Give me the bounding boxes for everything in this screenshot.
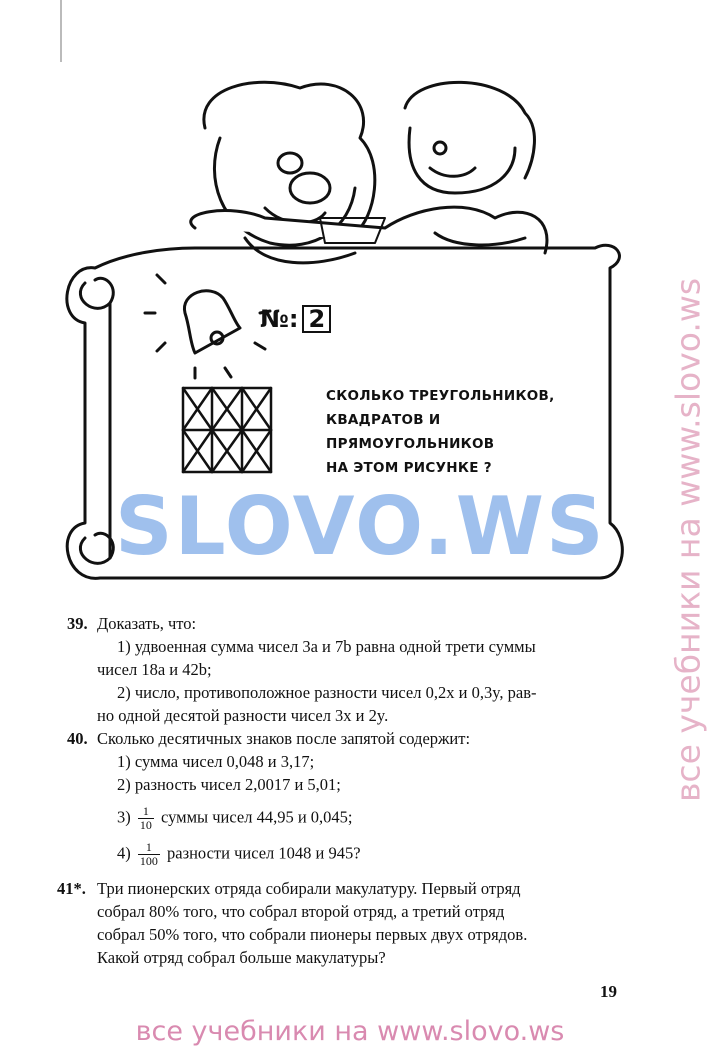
- watermark-bottom: все учебники на www.slovo.ws: [135, 1016, 565, 1047]
- task-number: [260, 305, 331, 333]
- task-number-prefix: №:: [260, 305, 299, 333]
- fraction: [138, 805, 154, 832]
- problem-item-cont: но одной десятой разности чисел 3x и 2y.: [97, 706, 389, 725]
- fraction-num: 1: [142, 804, 149, 818]
- item-text: разности чисел 1048 и 945?: [167, 843, 361, 863]
- problem-title: Доказать, что:: [97, 614, 197, 633]
- page-number: 19: [600, 982, 617, 1001]
- problem-item-fraction: [97, 841, 635, 868]
- problem-item: 1) сумма чисел 0,048 и 3,17;: [117, 752, 315, 771]
- scroll-left-curl-top: [80, 278, 113, 308]
- problem-line: собрал 80% того, что собрал второй отряд, а третий отряд: [97, 902, 505, 921]
- problem-39: [65, 612, 635, 727]
- grid-figure: [183, 388, 271, 472]
- scroll-left-curl-bottom: [80, 533, 113, 563]
- banner-question: [326, 384, 586, 480]
- problem-item: 2) разность чисел 2,0017 и 5,01;: [117, 775, 341, 794]
- question-line-4: НА ЭТОМ РИСУНКЕ ?: [326, 460, 492, 476]
- task-number-box: 2: [302, 305, 331, 333]
- fraction-den: 100: [139, 854, 158, 868]
- question-line-3: ПРЯМОУГОЛЬНИКОВ: [326, 436, 495, 452]
- question-line-1: СКОЛЬКО ТРЕУГОЛЬНИКОВ,: [326, 388, 555, 404]
- problem-40: [65, 727, 635, 868]
- problem-number: 39.: [67, 614, 88, 633]
- problems-text: [57, 612, 635, 969]
- bell-icon: [145, 275, 270, 378]
- problem-number: 40.: [67, 729, 88, 748]
- fraction: [138, 841, 160, 868]
- problem-line: собрал 50% того, что собрали пионеры первых двух отрядов.: [97, 925, 528, 944]
- problem-title: Сколько десятичных знаков после запятой содержит:: [97, 729, 471, 748]
- problem-item: 2) число, противоположное разности чисел 0,2x и 0,3y, рав-: [117, 683, 537, 702]
- page-edge-line: [60, 0, 62, 62]
- fraction-den: 10: [139, 818, 152, 832]
- problem-item: 1) удвоенная сумма чисел 3a и 7b равна одной трети суммы: [117, 637, 536, 656]
- problem-line: Какой отряд собрал больше макулатуры?: [97, 948, 386, 967]
- problem-item-fraction: [97, 805, 635, 832]
- watermark-side: все учебники на www.slovo.ws: [668, 277, 708, 803]
- fraction-num: 1: [145, 840, 152, 854]
- problem-item-cont: чисел 18a и 42b;: [97, 660, 212, 679]
- question-line-2: КВАДРАТОВ И: [326, 412, 441, 428]
- item-text: суммы чисел 44,95 и 0,045;: [161, 807, 353, 827]
- problem-line: Три пионерских отряда собирали макулатуру. Первый отряд: [97, 879, 521, 898]
- item-prefix: 4): [117, 843, 131, 863]
- problem-number: 41*.: [57, 879, 86, 898]
- watermark-center: SLOVO.WS: [115, 480, 606, 573]
- item-prefix: 3): [117, 807, 131, 827]
- problem-41: [57, 877, 635, 969]
